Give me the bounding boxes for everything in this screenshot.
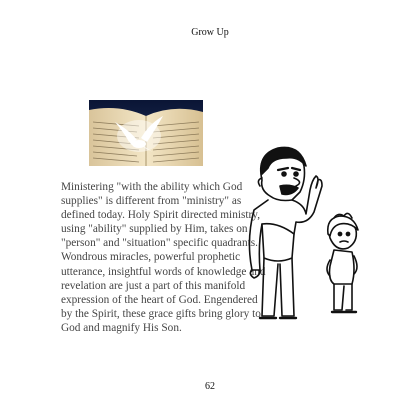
page-number: 62: [205, 381, 215, 392]
father-scolding-child-illustration: [234, 140, 368, 330]
dove-bible-photo: [89, 100, 203, 166]
page-title: Grow Up: [191, 27, 229, 38]
dove-bible-illustration: [89, 100, 203, 166]
body-paragraph: Ministering "with the ability which God supplies" is different from "ministry" as defined today. Holy Spirit directed ministry, using "ability" supplied by Him, takes on "person" and "situation" specific quadrants. Wondrous miracles, powerful prophetic utterance, insightful words of knowledge and revelation are just a part of this manifold expression of the heart of God. Engendered by the Spirit, these grace gifts bring glory to God and magnify His Son.: [61, 181, 266, 334]
